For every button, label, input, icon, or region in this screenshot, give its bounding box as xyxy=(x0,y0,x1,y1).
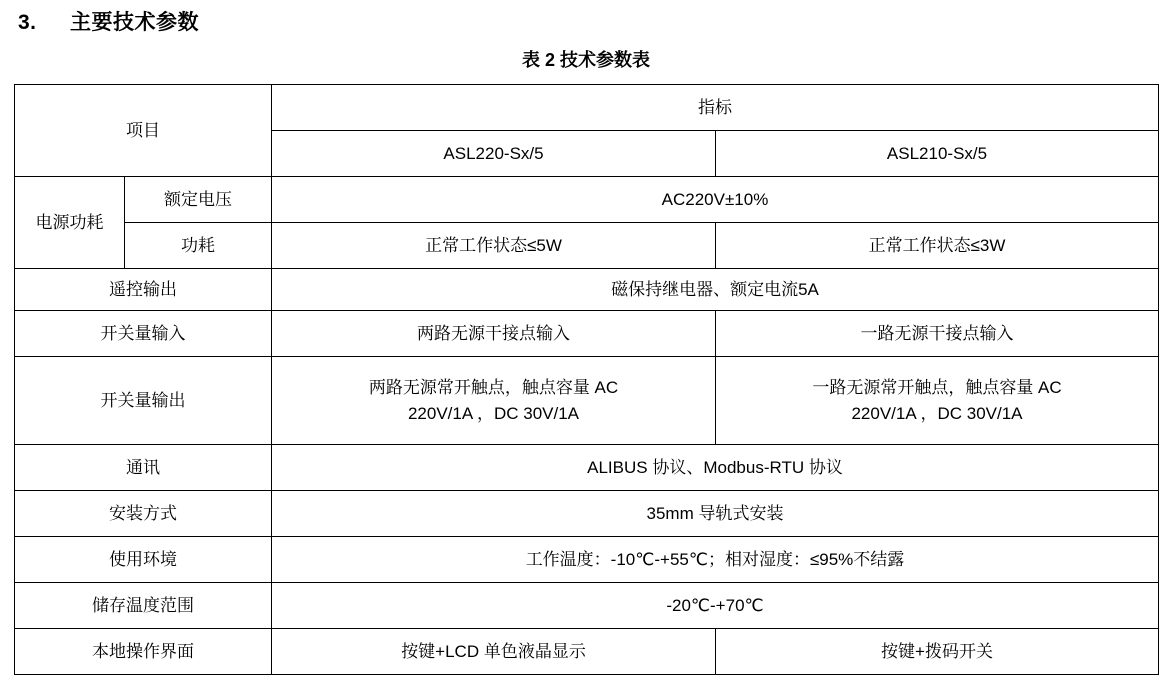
table-row xyxy=(15,269,1159,311)
header-model-left: ASL220-Sx/5 xyxy=(272,131,716,177)
header-index: 指标 xyxy=(272,85,1159,131)
row-value-storage-temperature: -20℃-+70℃ xyxy=(272,583,1159,629)
row-value-mounting: 35mm 导轨式安装 xyxy=(272,491,1159,537)
row-value-local-interface-left: 按键+LCD 单色液晶显示 xyxy=(272,629,716,675)
table-row xyxy=(15,445,1159,491)
row-value-digital-input-left: 两路无源干接点输入 xyxy=(272,311,716,357)
section-title: 主要技术参数 xyxy=(70,11,199,34)
table-row xyxy=(15,491,1159,537)
row-value-remote-output: 磁保持继电器、额定电流5A xyxy=(272,269,1159,311)
table-row xyxy=(15,357,1159,445)
row-label-digital-input: 开关量输入 xyxy=(15,311,272,357)
table-caption: 表 2 技术参数表 xyxy=(521,50,650,70)
table-row xyxy=(15,85,1159,131)
table-row xyxy=(15,629,1159,675)
row-value-power-right: 正常工作状态≤3W xyxy=(716,223,1159,269)
row-label-communication: 通讯 xyxy=(15,445,272,491)
row-value-local-interface-right: 按键+拨码开关 xyxy=(716,629,1159,675)
table-row xyxy=(15,537,1159,583)
table-row xyxy=(15,583,1159,629)
row-value-environment: 工作温度：-10℃-+55℃；相对湿度：≤95%不结露 xyxy=(272,537,1159,583)
spec-table xyxy=(14,84,1159,675)
row-value-power-left: 正常工作状态≤5W xyxy=(272,223,716,269)
header-item: 项目 xyxy=(15,85,272,177)
row-label-mounting: 安装方式 xyxy=(15,491,272,537)
section-heading xyxy=(18,6,199,36)
row-label-environment: 使用环境 xyxy=(15,537,272,583)
row-value-digital-output-right xyxy=(716,357,1159,445)
row-value-digital-output-left-line1: 两路无源常开触点，触点容量 AC xyxy=(368,378,619,397)
row-value-digital-output-left-line2: 220V/1A ，DC 30V/1A xyxy=(407,403,580,423)
row-value-communication: ALIBUS 协议、Modbus-RTU 协议 xyxy=(272,445,1159,491)
row-label-digital-output: 开关量输出 xyxy=(15,357,272,445)
row-value-digital-output-right-line1: 一路无源常开触点，触点容量 AC xyxy=(812,378,1062,397)
row-label-remote-output: 遥控输出 xyxy=(15,269,272,311)
table-row xyxy=(15,311,1159,357)
row-value-rated-voltage: AC220V±10% xyxy=(272,177,1159,223)
row-group-power: 电源功耗 xyxy=(15,177,125,269)
row-label-local-interface: 本地操作界面 xyxy=(15,629,272,675)
row-value-digital-input-right: 一路无源干接点输入 xyxy=(716,311,1159,357)
table-row xyxy=(15,223,1159,269)
section-number: 3. xyxy=(18,11,37,34)
row-value-digital-output-left xyxy=(272,357,716,445)
row-label-storage-temperature: 储存温度范围 xyxy=(15,583,272,629)
header-model-right: ASL210-Sx/5 xyxy=(716,131,1159,177)
row-value-digital-output-right-line2: 220V/1A ，DC 30V/1A xyxy=(851,403,1023,423)
row-label-power-consumption: 功耗 xyxy=(125,223,272,269)
table-row xyxy=(15,177,1159,223)
row-label-rated-voltage: 额定电压 xyxy=(125,177,272,223)
